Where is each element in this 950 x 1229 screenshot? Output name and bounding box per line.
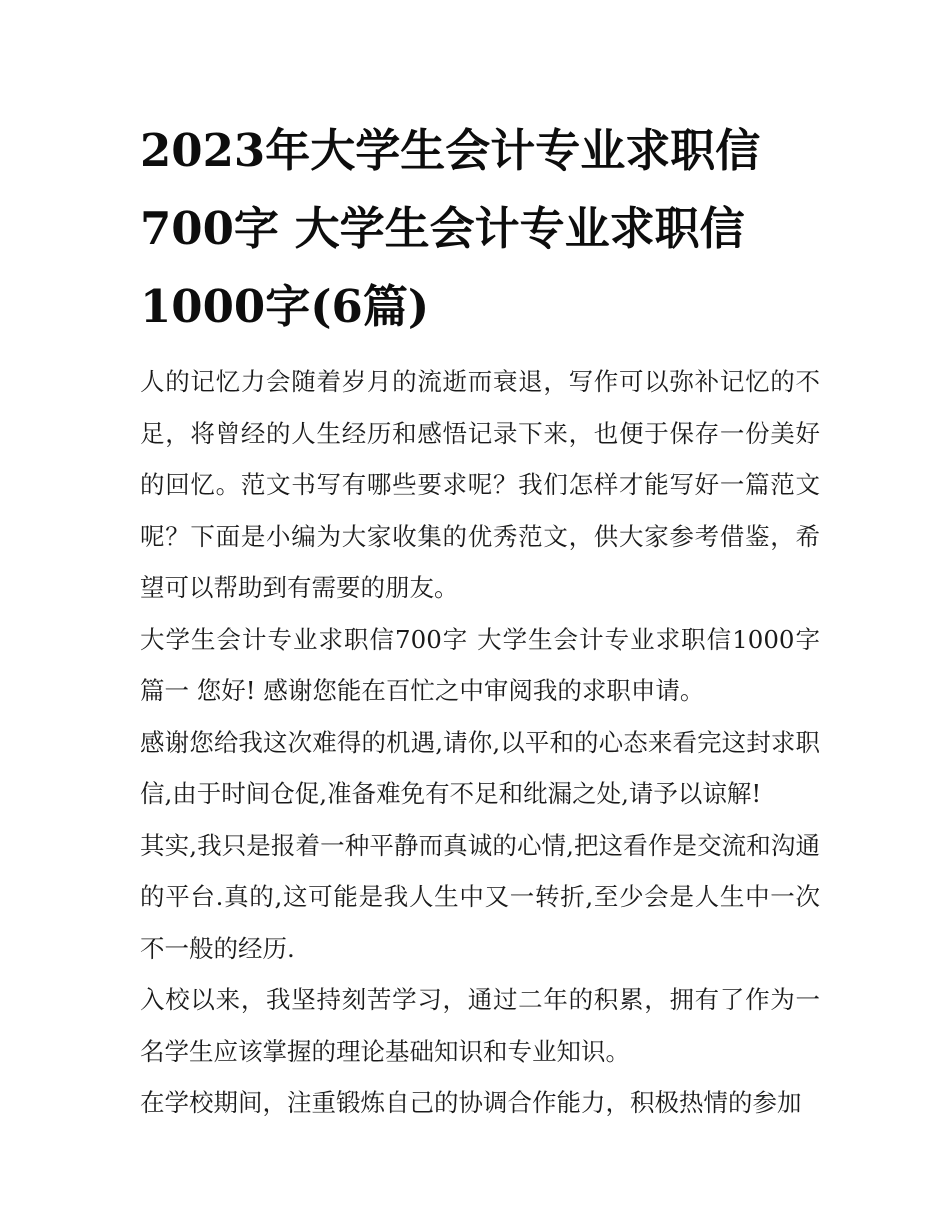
paragraph-heading-greeting: 大学生会计专业求职信700字 大学生会计专业求职信1000字篇一 您好! 感谢您能在百忙之中审阅我的求职申请。 <box>140 624 820 705</box>
document-content <box>140 112 820 1129</box>
paragraph-intro: 人的记忆力会随着岁月的流逝而衰退，写作可以弥补记忆的不足，将曾经的人生经历和感悟记录下来，也便于保存一份美好的回忆。范文书写有哪些要求呢？我们怎样才能写好一篇范文呢？下面是小编为大家收集的优秀范文，供大家参考借鉴，希望可以帮助到有需要的朋友。 <box>140 367 820 602</box>
paragraph-thanks: 感谢您给我这次难得的机遇,请你,以平和的心态来看完这封求职信,由于时间仓促,准备难免有不足和纰漏之处,请予以谅解! <box>140 727 820 808</box>
paragraph-attitude: 其实,我只是报着一种平静而真诚的心情,把这看作是交流和沟通的平台.真的,这可能是我人生中又一转折,至少会是人生中一次不一般的经历. <box>140 830 820 963</box>
paragraph-school-activities: 在学校期间，注重锻炼自己的协调合作能力，积极热情的参加 <box>140 1088 802 1117</box>
document-title: 2023年大学生会计专业求职信700字 大学生会计专业求职信1000字(6篇) <box>140 124 761 333</box>
document-body <box>140 356 820 1129</box>
paragraph-study: 入校以来，我坚持刻苦学习，通过二年的积累，拥有了作为一名学生应该掌握的理论基础知识和专业知识。 <box>140 985 820 1066</box>
